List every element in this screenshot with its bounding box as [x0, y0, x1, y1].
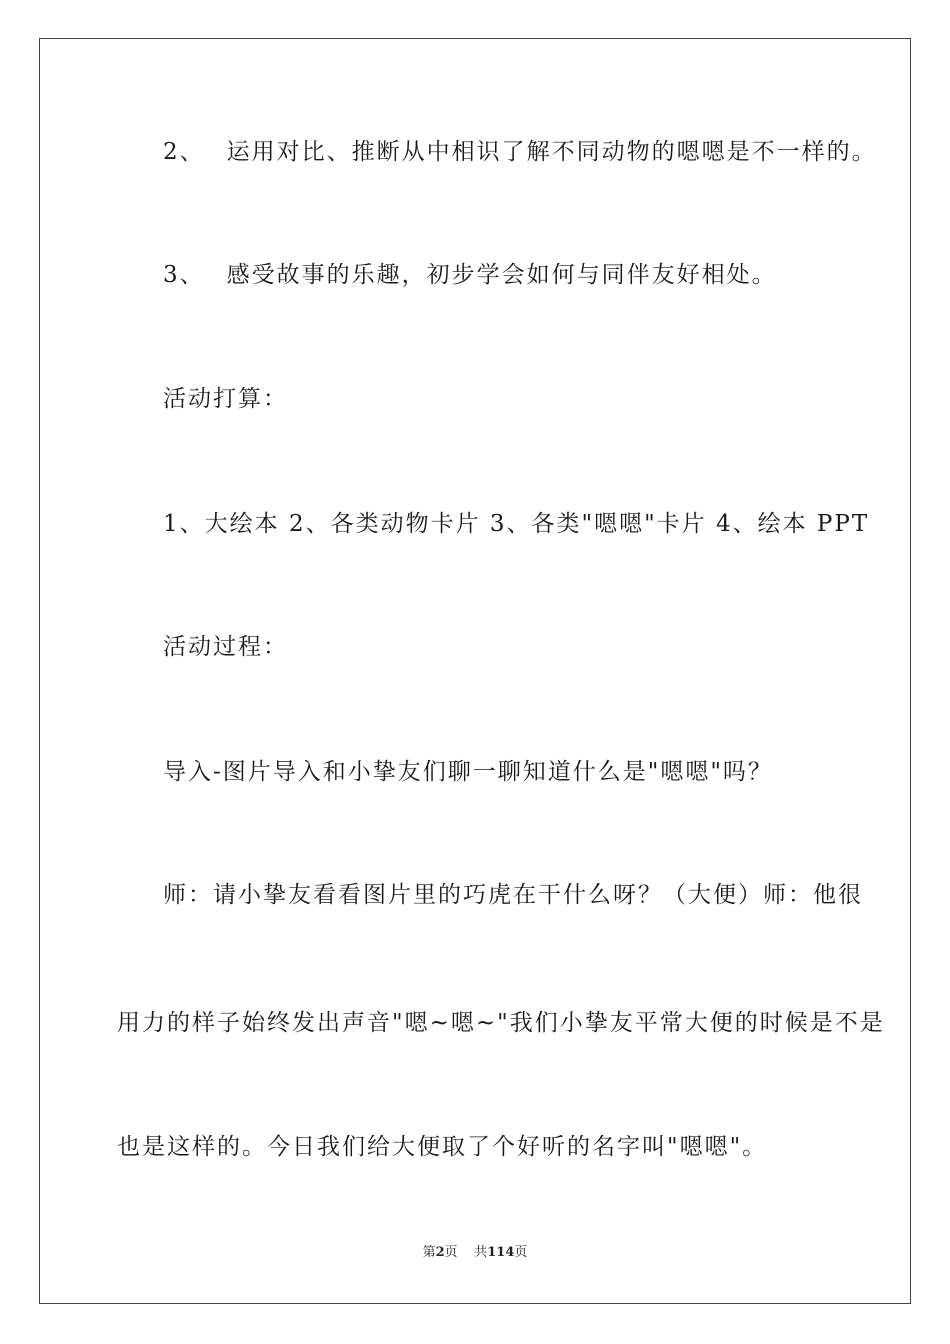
- footer-page-prefix: 第: [422, 1245, 436, 1260]
- teacher-paragraph-line-1: 师：请小挚友看看图片里的巧虎在干什么呀？（大便）师：他很: [163, 882, 863, 908]
- footer-total-suffix: 页: [514, 1245, 528, 1260]
- footer-page-number: 2: [435, 1245, 445, 1260]
- section-heading-preparation: 活动打算：: [163, 386, 288, 412]
- list-text: 运用对比、推断从中相识了解不同动物的嗯嗯是不一样的。: [226, 139, 877, 165]
- list-number: 3、: [163, 262, 205, 288]
- intro-paragraph: 导入-图片导入和小挚友们聊一聊知道什么是"嗯嗯"吗？: [163, 759, 773, 785]
- section-heading-process: 活动过程：: [163, 634, 288, 660]
- footer-total-number: 114: [487, 1245, 515, 1260]
- teacher-paragraph-line-3: 也是这样的。今日我们给大便取了个好听的名字叫"嗯嗯"。: [117, 1134, 768, 1160]
- list-text: 感受故事的乐趣，初步学会如何与同伴友好相处。: [226, 262, 777, 288]
- list-number: 2、: [163, 139, 205, 165]
- teacher-paragraph-line-2: 用力的样子始终发出声音"嗯~嗯~"我们小挚友平常大便的时候是不是: [117, 1010, 885, 1036]
- footer-total-prefix: 共: [474, 1245, 488, 1260]
- footer-page-suffix: 页: [444, 1245, 458, 1260]
- page-footer: [0, 1244, 950, 1262]
- objective-3: [163, 260, 777, 290]
- preparation-materials: 1、大绘本 2、各类动物卡片 3、各类"嗯嗯"卡片 4、绘本 PPT: [163, 511, 870, 537]
- page-border: [39, 38, 911, 1304]
- objective-2: [163, 137, 877, 167]
